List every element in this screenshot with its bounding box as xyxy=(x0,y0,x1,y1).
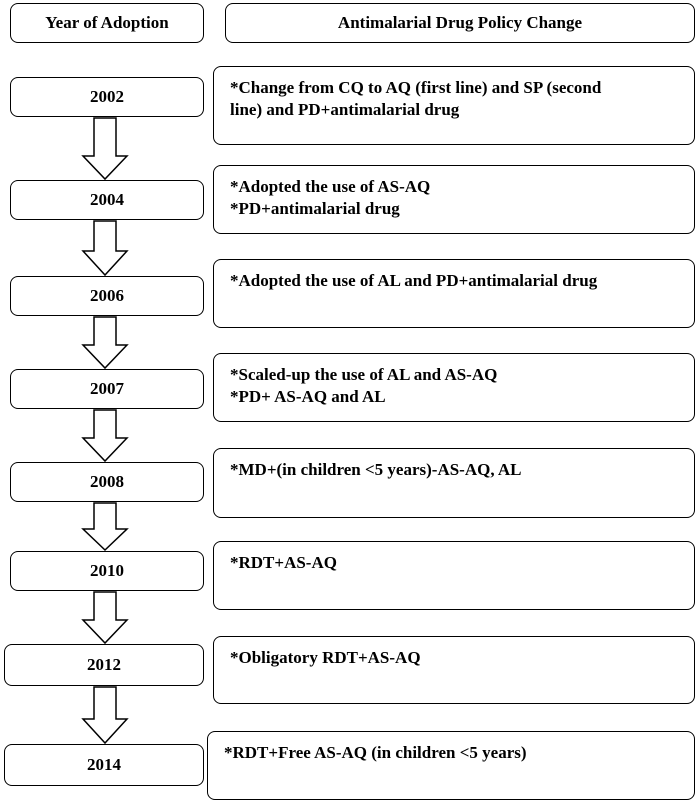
year-box-2004 xyxy=(10,180,204,220)
down-arrow-icon xyxy=(80,592,130,644)
down-arrow-icon xyxy=(80,317,130,369)
policy-box-2002 xyxy=(213,66,695,145)
year-box-2006 xyxy=(10,276,204,316)
policy-line: line) and PD+antimalarial drug xyxy=(230,100,460,119)
policy-line: *Obligatory RDT+AS-AQ xyxy=(230,648,421,667)
year-label: 2012 xyxy=(87,655,121,674)
year-box-2010 xyxy=(10,551,204,591)
policy-box-2008 xyxy=(213,448,695,518)
policy-box-2004 xyxy=(213,165,695,234)
year-column-header xyxy=(10,3,204,43)
policy-line: *MD+(in children <5 years)-AS-AQ, AL xyxy=(230,460,522,479)
policy-line: *RDT+AS-AQ xyxy=(230,553,337,572)
year-box-2002 xyxy=(10,77,204,117)
policy-box-2012 xyxy=(213,636,695,704)
policy-line: *Adopted the use of AS-AQ xyxy=(230,177,431,196)
year-box-2008 xyxy=(10,462,204,502)
year-column-header-label: Year of Adoption xyxy=(45,13,169,32)
year-box-2014 xyxy=(4,744,204,786)
policy-column-header xyxy=(225,3,695,43)
policy-line: *Scaled-up the use of AL and AS-AQ xyxy=(230,365,498,384)
policy-box-2014 xyxy=(207,731,695,800)
year-box-2012 xyxy=(4,644,204,686)
policy-line: *Adopted the use of AL and PD+antimalarial drug xyxy=(230,271,598,290)
year-label: 2007 xyxy=(90,379,124,398)
policy-box-2007 xyxy=(213,353,695,422)
year-box-2007 xyxy=(10,369,204,409)
policy-line: *Change from CQ to AQ (first line) and SP (second xyxy=(230,78,602,97)
down-arrow-icon xyxy=(80,687,130,744)
policy-line: *PD+antimalarial drug xyxy=(230,199,400,218)
down-arrow-icon xyxy=(80,118,130,180)
down-arrow-icon xyxy=(80,503,130,551)
policy-column-header-label: Antimalarial Drug Policy Change xyxy=(337,13,583,32)
year-label: 2014 xyxy=(87,755,121,774)
policy-line: *PD+ AS-AQ and AL xyxy=(230,387,386,406)
down-arrow-icon xyxy=(80,410,130,462)
year-label: 2004 xyxy=(90,190,124,209)
down-arrow-icon xyxy=(80,221,130,276)
policy-line: *RDT+Free AS-AQ (in children <5 years) xyxy=(224,743,527,762)
year-label: 2008 xyxy=(90,472,124,491)
year-label: 2010 xyxy=(90,561,124,580)
year-label: 2006 xyxy=(90,286,124,305)
policy-box-2006 xyxy=(213,259,695,328)
year-label: 2002 xyxy=(90,87,124,106)
policy-box-2010 xyxy=(213,541,695,610)
